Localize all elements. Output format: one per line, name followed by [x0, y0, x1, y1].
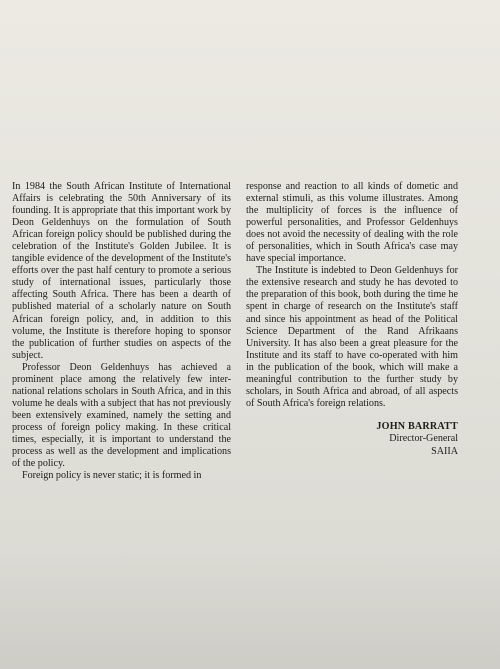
- paragraph-indebted: The Institute is indebted to Deon Geldenhuys for the extensive research and study he has devoted to the preparation of this book, both during the time he spent in charge of research on the Institute's staff and since his appointment as head of the Political Science Department of the Rand Afrikaans University. It has also been a great pleasure for the Institute and its staff to have co-operated with him in the publication of the book, which will make a meaningful contribution to the further study by scholars, in South Africa and abroad, of all aspects of South Africa's foreign relations.: [246, 265, 458, 409]
- text-column-right: [246, 181, 458, 458]
- signature-title: Director-General: [389, 433, 458, 445]
- text-column-left: [12, 181, 231, 482]
- paragraph-anniversary: In 1984 the South African Institute of International Affairs is celebrating the 50th Anniversary of its founding. It is appropriate that this important work by Deon Geldenhuys on the formulation of South African foreign policy should be published during the celebration of the Institute's Golden Jubilee. It is tangible evidence of the development of the Institute's efforts over the past half century to promote a serious study of international issues, particularly those affecting South Africa. There has been a dearth of published material of a scholarly nature on South African foreign policy, and, in addition to this volume, the Institute is therefore hoping to sponsor the publication of further studies on aspects of the subject.: [12, 181, 231, 361]
- signature-organization: SAIIA: [431, 445, 458, 457]
- paragraph-foreign-policy-continued: response and reaction to all kinds of dometic and external stimuli, as this volume illustrates. Among the multiplicity of forces is the influence of powerful personalities, and Professor Geldenhuys does not avoid the necessity of dealing with the role of personalities, which in South Africa's case may have special importance.: [246, 181, 458, 265]
- paragraph-geldenhuys: Professor Deon Geldenhuys has achieved a prominent place among the relatively few inter-national relations scholars in South Africa, and in this volume he deals with a subject that has not previously been extensively examined, namely the setting and process of foreign policy making. In these critical times, especially, it is important to understand the process as well as the development and implications of the policy.: [12, 361, 231, 470]
- signature-name: JOHN BARRATT: [376, 420, 458, 432]
- paragraph-foreign-policy-start: Foreign policy is never static; it is formed in: [22, 470, 202, 482]
- signature-block: [246, 421, 458, 459]
- page-shadow: [0, 549, 500, 669]
